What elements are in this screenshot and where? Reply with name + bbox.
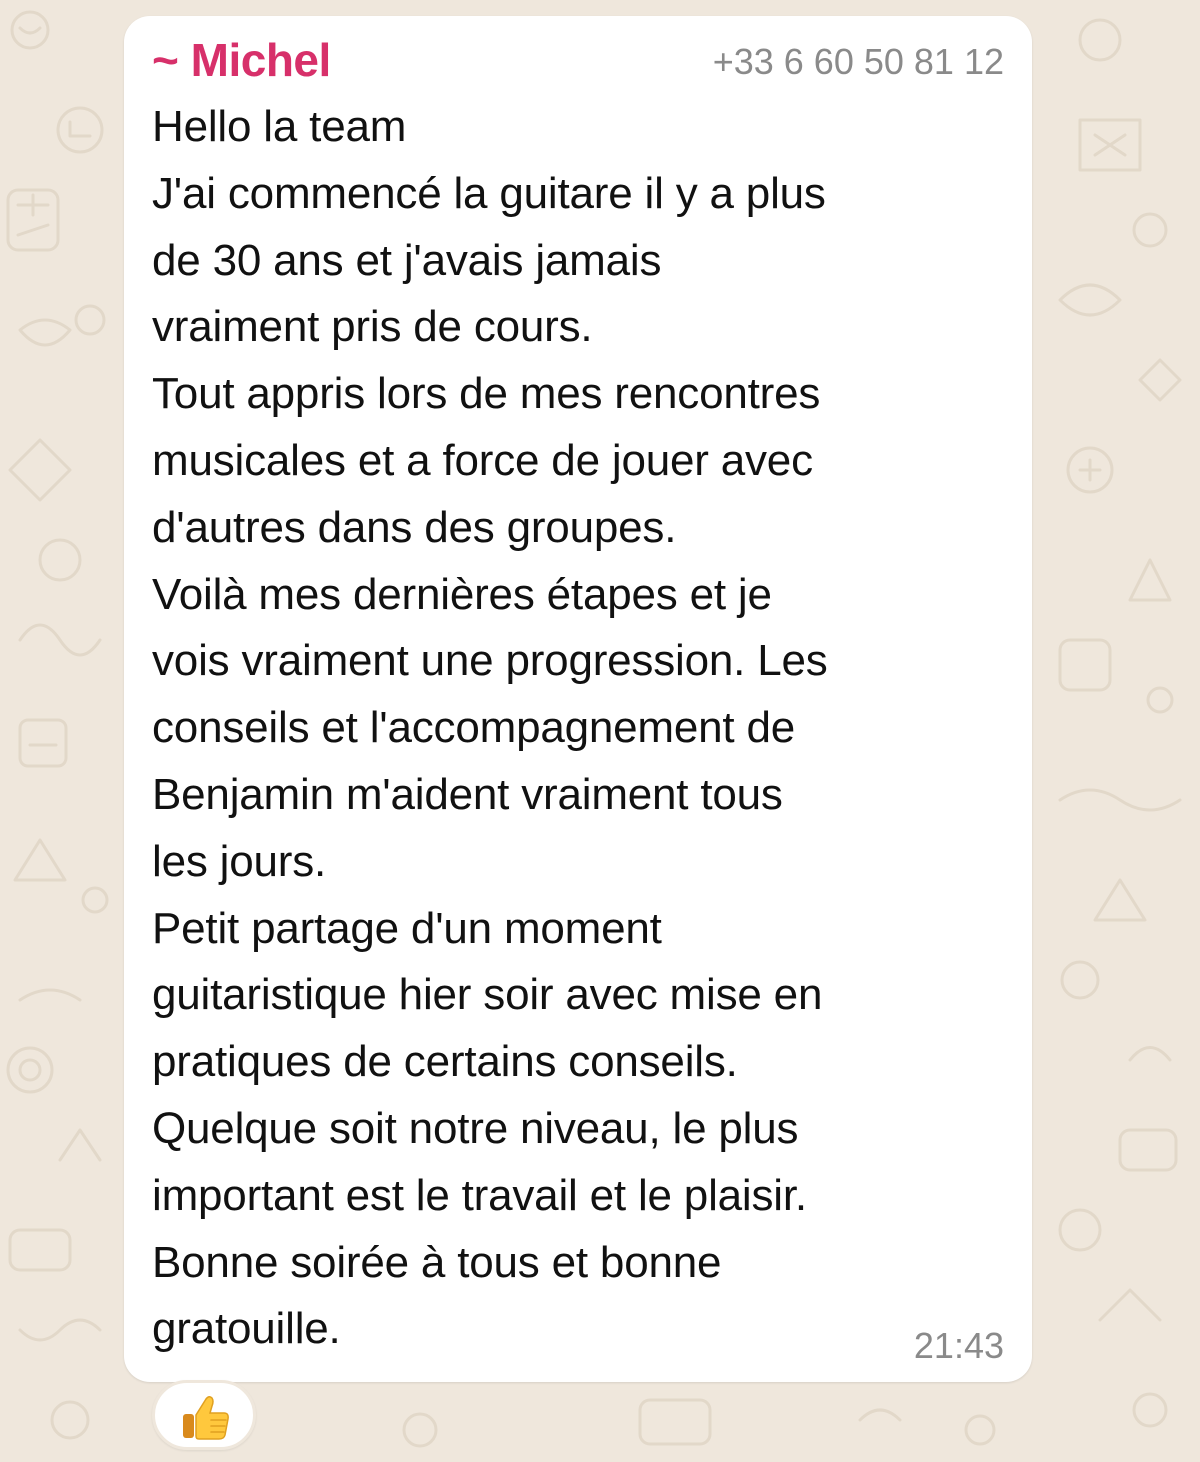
reaction-chip[interactable] <box>152 1380 256 1450</box>
message-line: J'ai commencé la guitare il y a plus <box>152 168 826 218</box>
thumbs-up-icon <box>180 1393 232 1443</box>
message-line: important est le travail et le plaisir. <box>152 1170 807 1220</box>
message-line: Voilà mes dernières étapes et je <box>152 569 772 619</box>
sender-phone[interactable]: +33 6 60 50 81 12 <box>712 41 1004 82</box>
message-line: musicales et a force de jouer avec <box>152 435 813 485</box>
message-line: Benjamin m'aident vraiment tous <box>152 769 783 819</box>
message-line: vois vraiment une progression. Les <box>152 636 828 686</box>
message-line: pratiques de certains conseils. <box>152 1037 738 1087</box>
message-line: gratouille. <box>152 1304 341 1354</box>
message-line: vraiment pris de cours. <box>152 302 593 352</box>
message-line: Hello la team <box>152 102 407 151</box>
sender-name[interactable]: ~ Michel <box>152 34 331 86</box>
message-timestamp: 21:43 <box>913 1325 1004 1366</box>
message-line: Bonne soirée à tous et bonne <box>152 1237 722 1287</box>
message-line: Petit partage d'un moment <box>152 903 662 953</box>
message-bubble[interactable] <box>124 16 1032 1382</box>
message-line: conseils et l'accompagnement de <box>152 703 796 753</box>
message-line: guitaristique hier soir avec mise en <box>152 970 823 1020</box>
message-line: Tout appris lors de mes rencontres <box>152 369 821 419</box>
message-line: de 30 ans et j'avais jamais <box>152 235 662 285</box>
message-line: Quelque soit notre niveau, le plus <box>152 1103 799 1153</box>
message-header <box>152 30 1004 90</box>
message-line: les jours. <box>152 836 327 886</box>
message-text <box>152 94 1014 1363</box>
message-line: d'autres dans des groupes. <box>152 502 677 552</box>
